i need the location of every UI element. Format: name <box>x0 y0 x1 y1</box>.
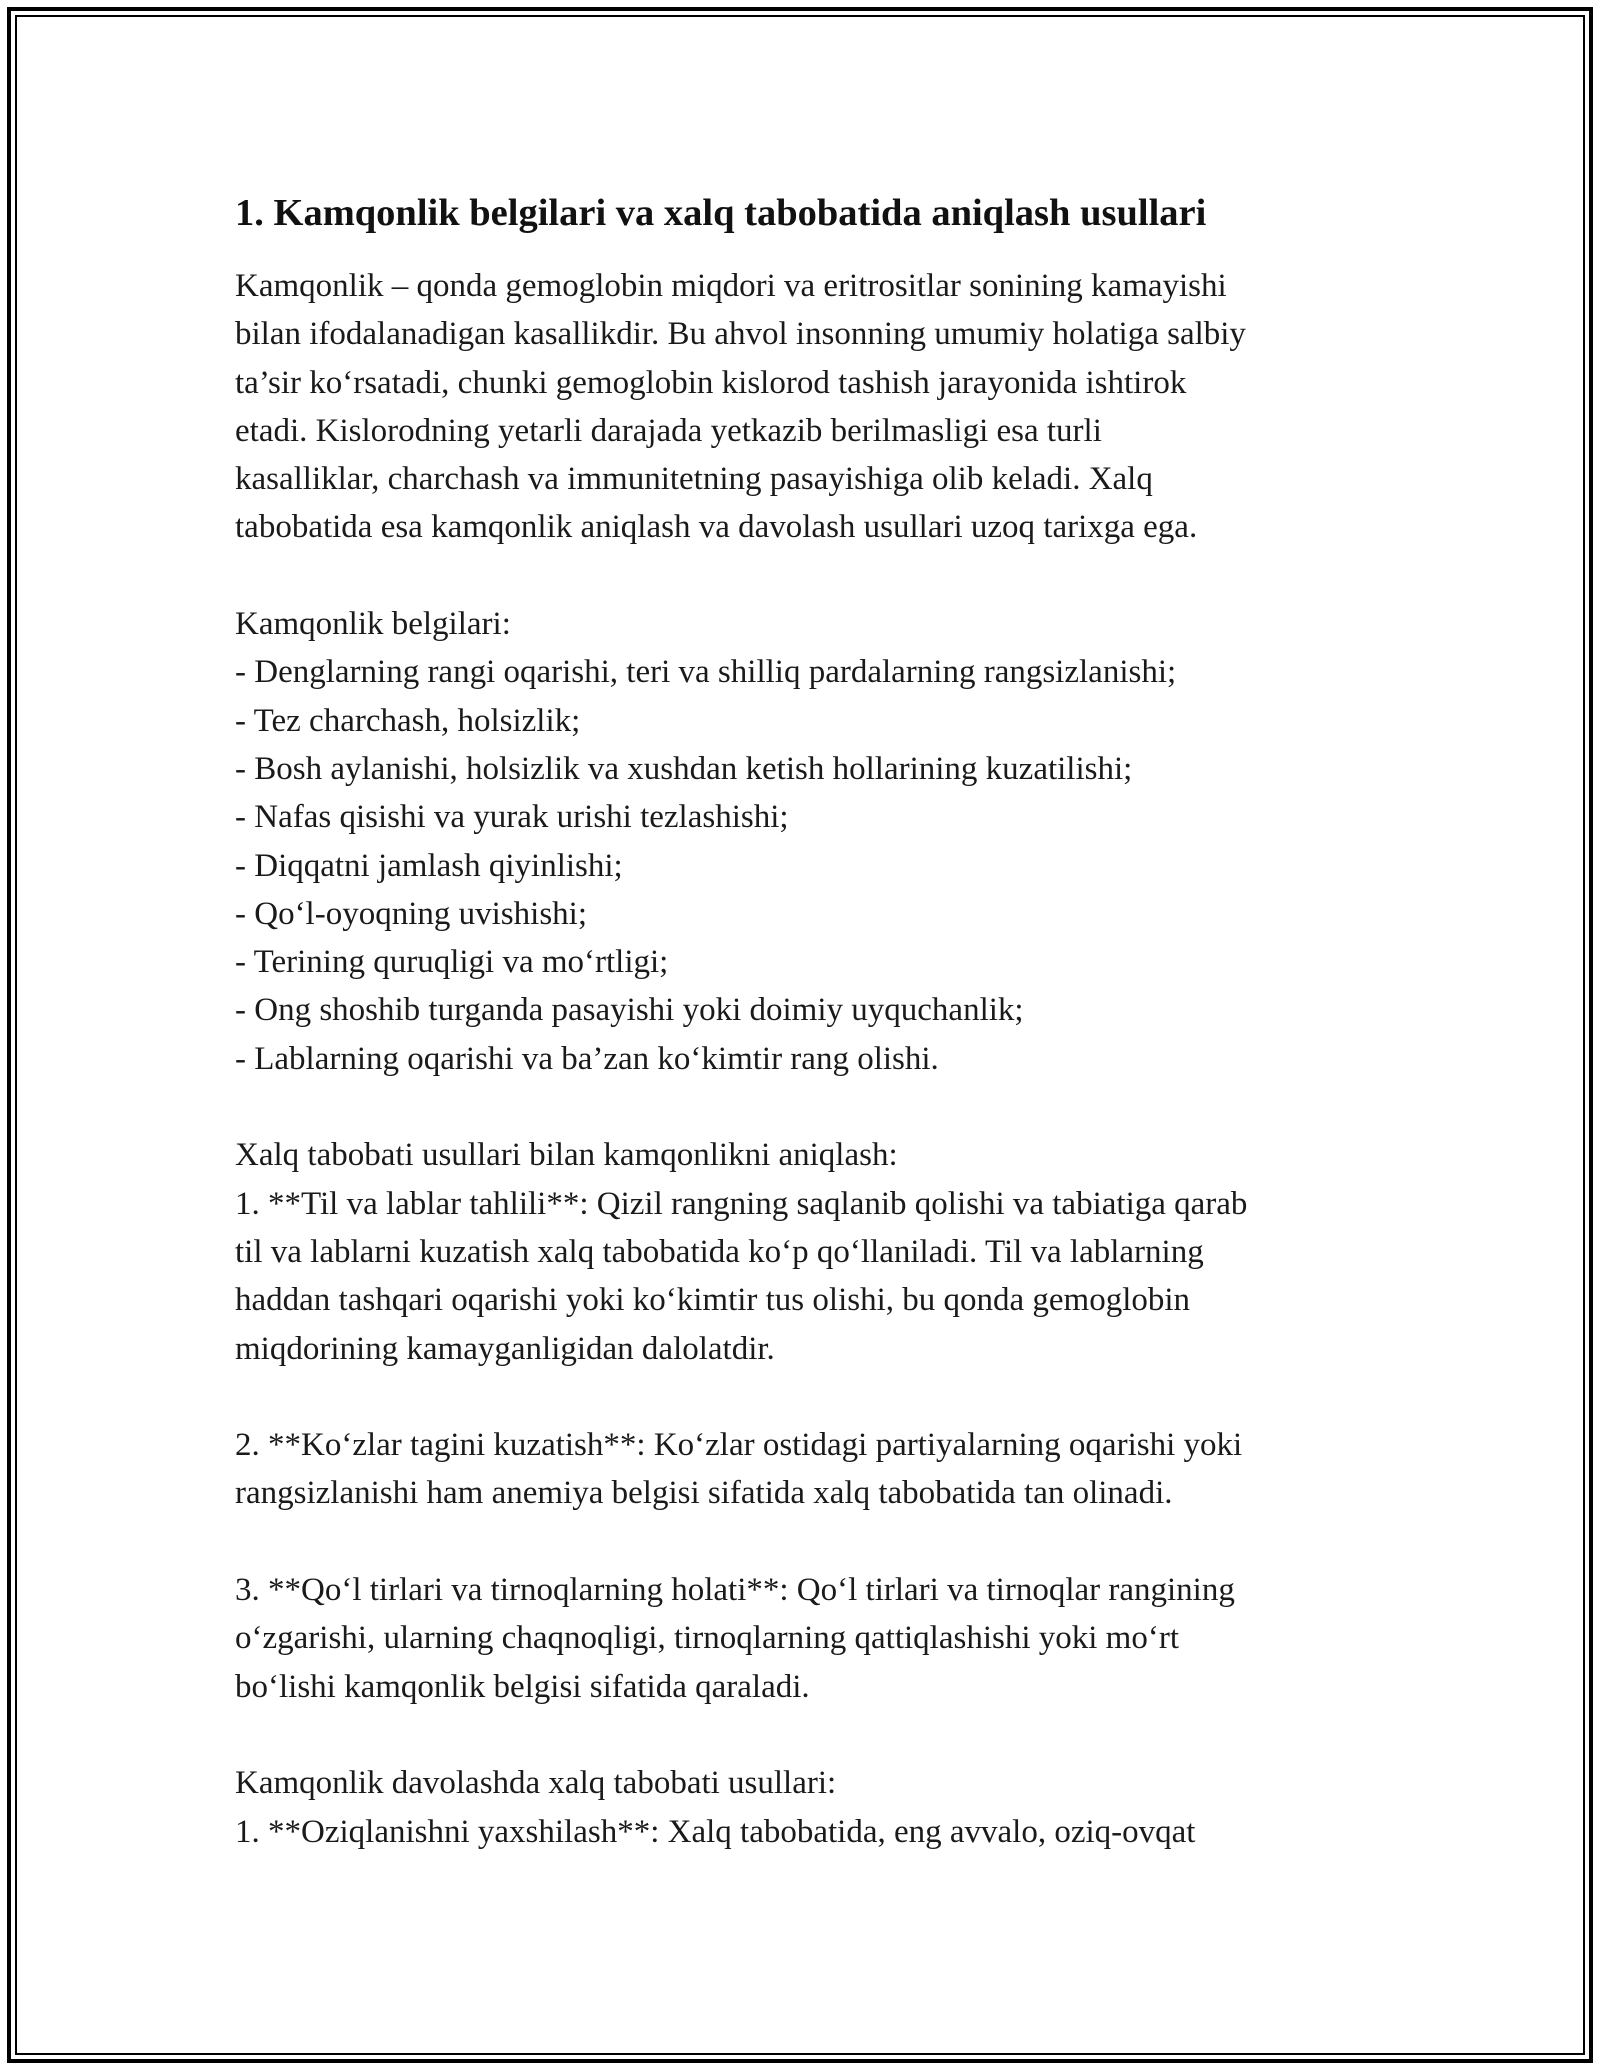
treatment-heading: Kamqonlik davolashda xalq tabobati usullari: <box>235 1765 837 1802</box>
paragraph-gap <box>235 1083 1375 1131</box>
treatment-1-line: 1. **Oziqlanishni yaxshilash**: Xalq tabobatida, eng avvalo, oziq-ovqat <box>235 1813 1196 1850</box>
intro-paragraph <box>235 262 1375 552</box>
symptom-item: - Ong shoshib turganda pasayishi yoki doimiy uyquchanlik; <box>235 992 1024 1029</box>
symptom-item: - Terining quruqligi va mo‘rtligi; <box>235 944 669 981</box>
symptom-item: - Diqqatni jamlash qiyinlishi; <box>235 847 623 884</box>
symptoms-heading: Kamqonlik belgilari: <box>235 606 511 643</box>
method-1-line: haddan tashqari oqarishi yoki ko‘kimtir tus olishi, bu qonda gemoglobin <box>235 1282 1191 1319</box>
paragraph-gap <box>235 1373 1375 1421</box>
symptom-item: - Qo‘l-oyoqning uvishishi; <box>235 895 587 932</box>
paragraph-gap <box>235 1711 1375 1759</box>
treatment-section <box>235 1759 1375 1856</box>
symptom-item: - Lablarning oqarishi va ba’zan ko‘kimtir rang olishi. <box>235 1040 939 1077</box>
method-3-line: o‘zgarishi, ularning chaqnoqligi, tirnoqlarning qattiqlashishi yoki mo‘rt <box>235 1620 1179 1657</box>
paragraph-gap <box>235 552 1375 600</box>
symptom-item: - Bosh aylanishi, holsizlik va xushdan ketish hollarining kuzatilishi; <box>235 750 1133 787</box>
document-title: 1. Kamqonlik belgilari va xalq tabobatida aniqlash usullari <box>235 192 1207 234</box>
method-1-line: til va lablarni kuzatish xalq tabobatida ko‘p qo‘llaniladi. Til va lablarning <box>235 1233 1204 1270</box>
symptoms-section <box>235 600 1375 1083</box>
method-2-line: 2. **Ko‘zlar tagini kuzatish**: Ko‘zlar ostidagi partiyalarning oqarishi yoki <box>235 1427 1243 1464</box>
method-1-line: miqdorining kamayganligidan dalolatdir. <box>235 1330 775 1367</box>
intro-line: ta’sir ko‘rsatadi, chunki gemoglobin kislorod tashish jarayonida ishtirok <box>235 364 1187 401</box>
spacer <box>235 240 1375 262</box>
method-3-line: bo‘lishi kamqonlik belgisi sifatida qaraladi. <box>235 1668 810 1705</box>
intro-line: etadi. Kislorodning yetarli darajada yetkazib berilmasligi esa turli <box>235 412 1102 449</box>
intro-line: bilan ifodalanadigan kasallikdir. Bu ahvol insonning umumiy holatiga salbiy <box>235 316 1246 353</box>
methods-heading: Xalq tabobati usullari bilan kamqonlikni aniqlash: <box>235 1137 898 1174</box>
symptom-item: - Denglarning rangi oqarishi, teri va shilliq pardalarning rangsizlanishi; <box>235 654 1177 691</box>
method-1-line: 1. **Til va lablar tahlili**: Qizil rangning saqlanib qolishi va tabiatiga qarab <box>235 1185 1248 1222</box>
document-body <box>235 186 1375 1856</box>
method-2-line: rangsizlanishi ham anemiya belgisi sifatida xalq tabobatida tan olinadi. <box>235 1475 1173 1512</box>
symptom-item: - Nafas qisishi va yurak urishi tezlashishi; <box>235 799 789 836</box>
intro-line: tabobatida esa kamqonlik aniqlash va davolash usullari uzoq tarixga ega. <box>235 509 1198 546</box>
intro-line: kasalliklar, charchash va immunitetning pasayishiga olib keladi. Xalq <box>235 461 1153 498</box>
methods-section <box>235 1131 1375 1711</box>
symptom-item: - Tez charchash, holsizlik; <box>235 702 581 739</box>
method-3-line: 3. **Qo‘l tirlari va tirnoqlarning holati**: Qo‘l tirlari va tirnoqlar rangining <box>235 1572 1235 1609</box>
paragraph-gap <box>235 1518 1375 1566</box>
intro-line: Kamqonlik – qonda gemoglobin miqdori va eritrositlar sonining kamayishi <box>235 268 1227 304</box>
